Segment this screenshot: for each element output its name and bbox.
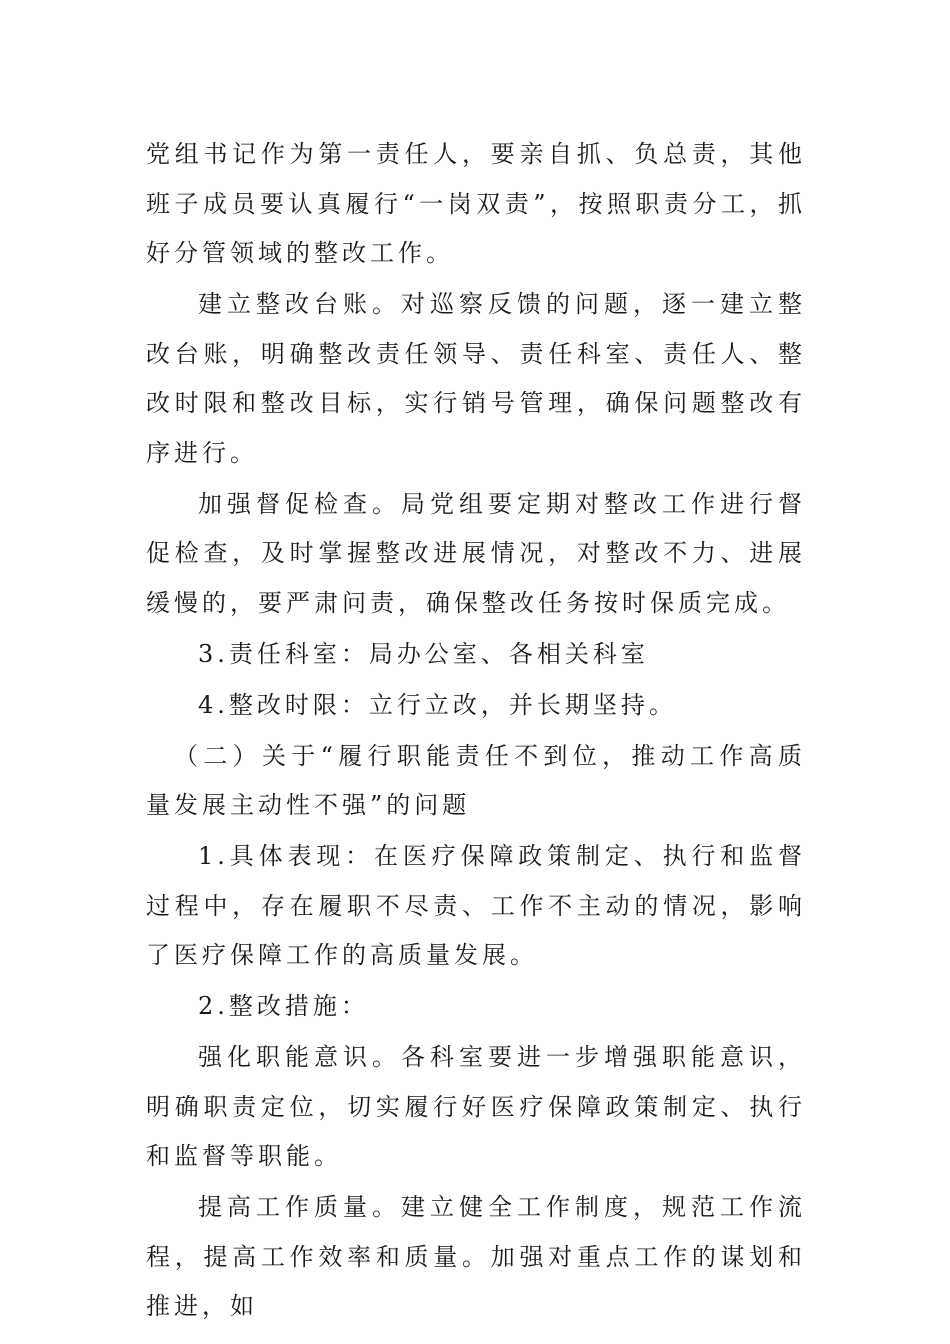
paragraph-deadline: 4.整改时限：立行立改，并长期坚持。: [198, 690, 677, 719]
paragraph-rectification-ledger: 建立整改台账。对巡察反馈的问题，逐一建立整改台账，明确整改责任领导、责任科室、责任人、整改时限和整改目标，实行销号管理，确保问题整改有序进行。: [146, 290, 806, 467]
section-heading-2: （二）关于“履行职能责任不到位，推动工作高质量发展主动性不强”的问题: [146, 741, 806, 819]
paragraph-supervision: 加强督促检查。局党组要定期对整改工作进行督促检查，及时掌握整改进展情况，对整改不力、进展缓慢的，要严肃问责，确保整改任务按时保质完成。: [146, 489, 806, 617]
paragraph-measures-label: 2.整改措施：: [198, 992, 369, 1020]
paragraph-responsibility: 党组书记作为第一责任人，要亲自抓、负总责，其他班子成员要认真履行“一岗双责”，按照职责分工，抓好分管领域的整改工作。: [146, 140, 806, 267]
paragraph-specific-manifestation: 1.具体表现：在医疗保障政策制定、执行和监督过程中，存在履职不尽责、工作不主动的情况，影响了医疗保障工作的高质量发展。: [146, 842, 806, 969]
document-body: [146, 130, 806, 1333]
paragraph-responsible-office: 3.责任科室：局办公室、各相关科室: [198, 639, 649, 668]
paragraph-improve-quality: 提高工作质量。建立健全工作制度，规范工作流程，提高工作效率和质量。加强对重点工作的谋划和推进，如: [146, 1193, 806, 1320]
paragraph-strengthen-awareness: 强化职能意识。各科室要进一步增强职能意识，明确职责定位，切实履行好医疗保障政策制定、执行和监督等职能。: [146, 1043, 806, 1170]
